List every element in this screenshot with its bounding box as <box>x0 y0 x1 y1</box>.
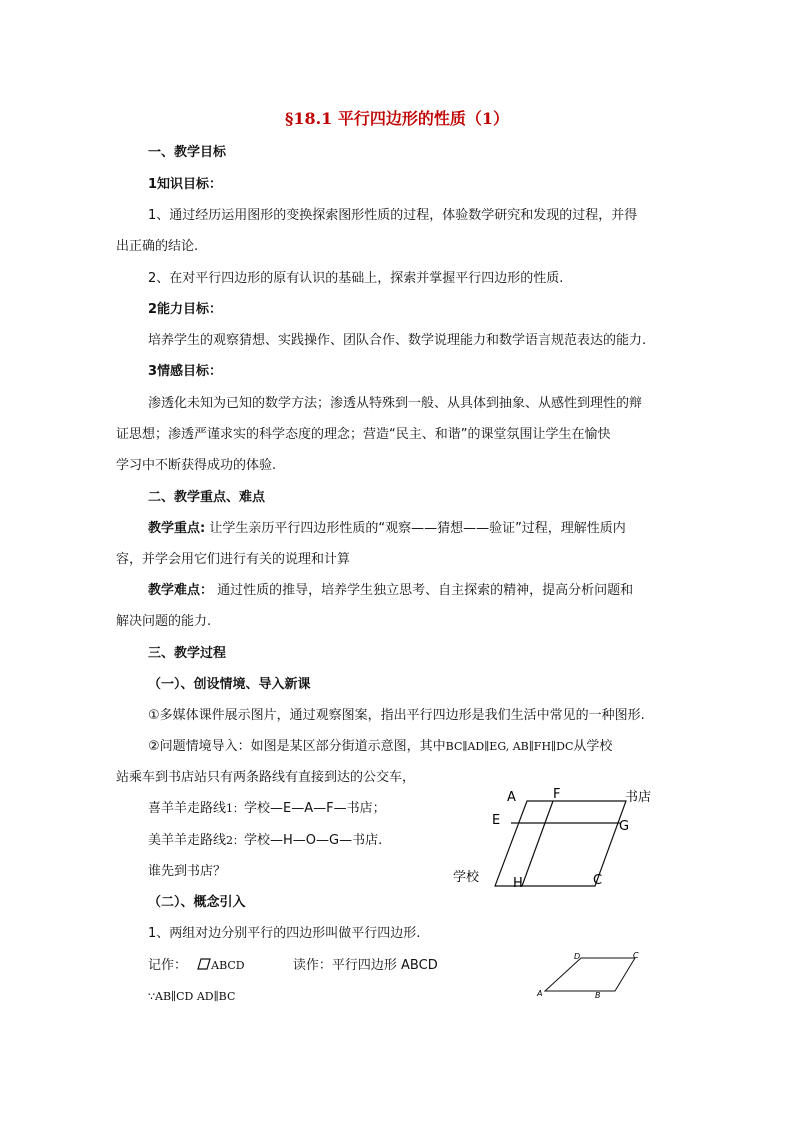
teaching-difficulty-line-1 <box>148 582 678 600</box>
label-h: H <box>513 876 523 891</box>
notation-line <box>148 957 468 975</box>
route-2-number: 2： <box>226 834 245 847</box>
emotion-goal-line-1: 渗透化未知为已知的数学方法；渗透从特殊到一般、从具体到抽象、从感性到理性的辩 <box>148 396 643 411</box>
label-a: A <box>507 790 516 805</box>
section-2-heading: 二、教学重点、难点 <box>148 490 266 505</box>
label-e: E <box>492 813 501 828</box>
page-title: §18.1 平行四边形的性质（1） <box>284 109 510 128</box>
ability-goal-heading: 2能力目标： <box>148 302 223 317</box>
parallel-lines-notation: BC∥AD∥EG, AB∥FH∥DC <box>445 740 574 753</box>
knowledge-item-1-line-2: 出正确的结论. <box>116 239 199 254</box>
route-2-label: 美羊羊走路线 <box>148 833 227 848</box>
label-g: G <box>619 819 630 834</box>
para-label-c: C <box>633 951 639 960</box>
section-3-heading: 三、教学过程 <box>148 646 227 661</box>
para-label-a: A <box>537 989 543 998</box>
route-1-label: 喜羊羊走路线 <box>148 801 227 816</box>
teaching-focus-text: 让学生亲历平行四边形性质的“观察——猜想——验证”过程，理解性质内 <box>205 521 626 536</box>
teaching-difficulty-label: 教学难点： <box>148 583 214 598</box>
notation-value: ABCD <box>211 959 245 972</box>
teaching-difficulty-line-2: 解决问题的能力. <box>116 614 212 629</box>
teaching-focus-line-2: 容，并学会用它们进行有关的说理和计算 <box>116 552 351 567</box>
route-1-path: 学校—E—A—F—书店； <box>244 801 386 816</box>
paragraph-2-text-b: 从学校 <box>573 739 613 754</box>
parallelogram-abcd <box>545 958 635 991</box>
emotion-goal-line-2: 证思想；渗透严谨求实的科学态度的理念；营造“民主、和谐”的课堂氛围让学生在愉快 <box>116 427 611 442</box>
parallelogram-figure <box>532 948 647 1003</box>
knowledge-goal-heading: 1知识目标： <box>148 177 223 192</box>
route-2 <box>148 832 458 850</box>
part-1-paragraph-2-line-2: 站乘车到书店站只有两条路线有直接到达的公交车， <box>116 770 416 785</box>
label-f: F <box>553 787 561 802</box>
part-1-heading: （一）、创设情境、导入新课 <box>148 677 311 692</box>
street-map-figure <box>450 785 670 895</box>
street-outline <box>495 801 626 886</box>
question-text: 谁先到书店？ <box>148 864 227 879</box>
reading-text: 读作：平行四边形 ABCD <box>292 958 438 973</box>
since-statement: ∵AB∥CD AD∥BC <box>148 990 236 1003</box>
parallelogram-definition: 1、两组对边分别平行的四边形叫做平行四边形. <box>148 926 421 941</box>
teaching-focus-label: 教学重点: <box>148 521 206 536</box>
notation-label: 记作： <box>148 958 188 973</box>
route-1-number: 1： <box>226 802 245 815</box>
part-1-paragraph-2-line-1 <box>148 738 678 756</box>
emotion-goal-heading: 3情感目标： <box>148 364 223 379</box>
para-label-d: D <box>574 952 581 961</box>
teaching-difficulty-text: 通过性质的推导，培养学生独立思考、自主探索的精神，提高分析问题和 <box>213 583 634 598</box>
section-1-heading: 一、教学目标 <box>148 145 227 160</box>
label-school: 学校 <box>453 870 480 885</box>
part-2-heading: （二）、概念引入 <box>148 895 246 910</box>
knowledge-item-2: 2、在对平行四边形的原有认识的基础上，探索并掌握平行四边形的性质. <box>148 271 564 286</box>
knowledge-item-1-line-1: 1、通过经历运用图形的变换探索图形性质的过程，体验数学研究和发现的过程，并得 <box>148 208 638 223</box>
emotion-goal-line-3: 学习中不断获得成功的体验. <box>116 458 277 473</box>
route-2-path: 学校—H—O—G—书店. <box>244 833 383 848</box>
paragraph-2-text-a: ②问题情境导入：如图是某区部分街道示意图，其中 <box>148 739 446 754</box>
part-1-paragraph-1: ①多媒体课件展示图片，通过观察图案，指出平行四边形是我们生活中常见的一种图形. <box>148 708 645 723</box>
label-bookstore: 书店 <box>625 790 652 805</box>
label-c: C <box>593 873 603 888</box>
ability-goal-text: 培养学生的观察猜想、实践操作、团队合作、数学说理能力和数学语言规范表达的能力. <box>148 333 647 348</box>
route-1 <box>148 800 458 818</box>
parallelogram-symbol-icon <box>197 958 211 970</box>
para-label-b: B <box>595 991 601 1000</box>
teaching-focus-line-1 <box>148 520 678 538</box>
street-fh <box>522 801 553 886</box>
